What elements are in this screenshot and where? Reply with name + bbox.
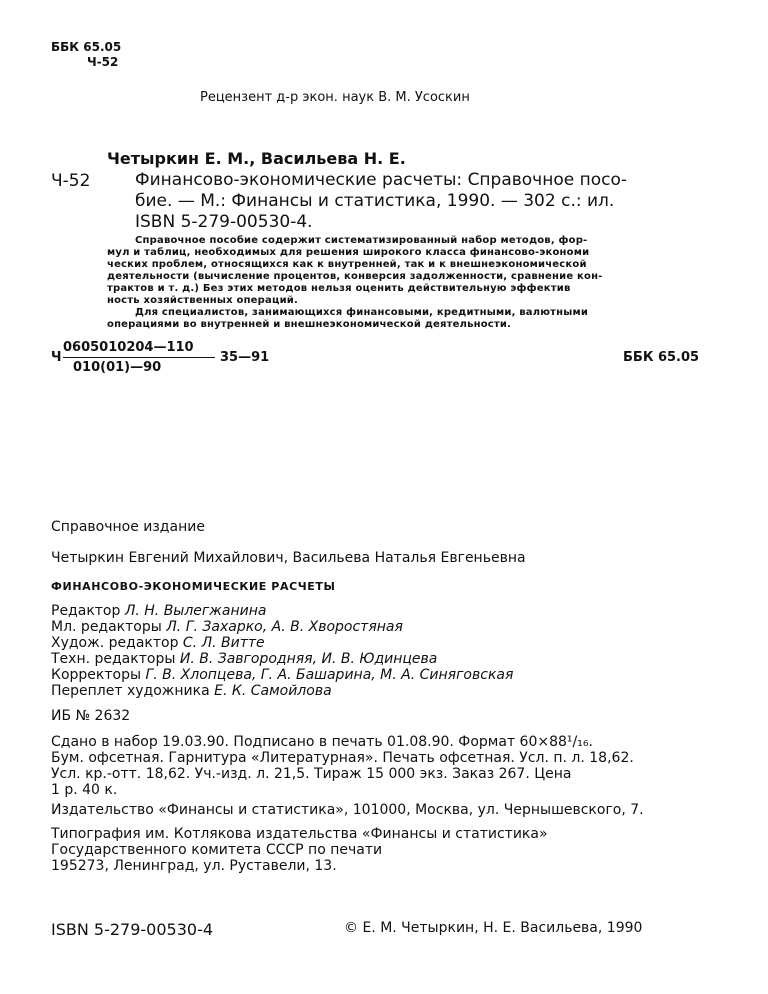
bbk-code-bottom: ББК 65.05: [623, 350, 700, 365]
printer-line: 195273, Ленинград, ул. Руставели, 13.: [51, 858, 337, 874]
credit-role: Техн. редакторы: [51, 651, 176, 667]
print-details: [51, 734, 634, 798]
credit-names: Е. К. Самойлова: [214, 683, 332, 699]
title-line-3: ISBN 5-279-00530-4.: [135, 212, 313, 232]
credit-role: Корректоры: [51, 667, 142, 683]
abstract-line: деятельности (вычисление процентов, конверсия задолженности, сравнение кон-: [107, 271, 603, 282]
credit-names: Г. В. Хлопцева, Г. А. Башарина, М. А. Синяговская: [145, 667, 514, 683]
credits: [51, 603, 513, 699]
fraction-denominator: 010(01)—90: [73, 360, 162, 375]
abstract: [107, 235, 603, 331]
printer-line: Типография им. Котлякова издательства «Финансы и статистика»: [51, 826, 548, 842]
audience-line: Для специалистов, занимающихся финансовыми, кредитными, валютными: [135, 307, 589, 318]
abstract-line: ность хозяйственных операций.: [107, 295, 298, 306]
credit-names: Л. Г. Захарко, А. В. Хворостяная: [166, 619, 403, 635]
shelf-mark: Ч-52: [51, 171, 91, 191]
credit-role: Редактор: [51, 603, 121, 619]
abstract-line: мул и таблиц, необходимых для решения широкого класса финансово-экономи: [107, 247, 590, 258]
isbn-bottom: ISBN 5-279-00530-4: [51, 920, 214, 939]
credit-row: [51, 667, 513, 683]
reviewer-line: Рецензент д-р экон. наук В. М. Усоскин: [200, 90, 470, 105]
audience-line: операциями во внутренней и внешнеэкономической деятельности.: [107, 319, 512, 330]
bbk-code-top: ББК 65.05: [51, 40, 122, 54]
print-line: Бум. офсетная. Гарнитура «Литературная». Печать офсетная. Усл. п. л. 18,62.: [51, 750, 634, 766]
print-line: Сдано в набор 19.03.90. Подписано в печать 01.08.90. Формат 60×88¹/₁₆.: [51, 734, 593, 750]
copyright-line: © Е. М. Четыркин, Н. Е. Васильева, 1990: [344, 920, 643, 936]
authors-full: Четыркин Евгений Михайлович, Васильева Наталья Евгеньевна: [51, 550, 526, 566]
credit-row: [51, 635, 513, 651]
printer-line: Государственного комитета СССР по печати: [51, 842, 383, 858]
authors-heading: Четыркин Е. М., Васильева Н. Е.: [107, 149, 406, 168]
credit-row: [51, 683, 513, 699]
fraction-prefix: Ч: [51, 350, 62, 365]
fraction-numerator: 0605010204—110: [63, 340, 194, 355]
credit-role: Переплет художника: [51, 683, 210, 699]
print-line: Усл. кр.-отт. 18,62. Уч.-изд. л. 21,5. Тираж 15 000 экз. Заказ 267. Цена: [51, 766, 572, 782]
publisher-line: Издательство «Финансы и статистика», 101000, Москва, ул. Чернышевского, 7.: [51, 802, 644, 818]
fraction-suffix: 35—91: [220, 350, 270, 365]
credit-names: С. Л. Витте: [182, 635, 265, 651]
title-line-2: бие. — М.: Финансы и статистика, 1990. — 302 с.: ил.: [135, 191, 615, 211]
credit-row: [51, 651, 513, 667]
bbk-index-top: Ч-52: [87, 55, 119, 69]
print-line: 1 р. 40 к.: [51, 782, 118, 798]
credit-role: Мл. редакторы: [51, 619, 162, 635]
title-caps: ФИНАНСОВО-ЭКОНОМИЧЕСКИЕ РАСЧЕТЫ: [51, 580, 336, 593]
abstract-line: ческих проблем, относящихся как к внутренней, так и к внешнеэкономической: [107, 259, 587, 270]
ib-number: ИБ № 2632: [51, 708, 131, 724]
printer-block: [51, 826, 548, 874]
credit-role: Худож. редактор: [51, 635, 179, 651]
title-block: [107, 170, 627, 233]
credit-names: И. В. Завгородняя, И. В. Юдинцева: [179, 651, 438, 667]
credit-names: Л. Н. Вылегжанина: [124, 603, 267, 619]
title-line-1: Финансово-экономические расчеты: Справочное посо-: [135, 170, 627, 190]
fraction-bar: [63, 357, 215, 358]
abstract-line: трактов и т. д.) Без этих методов нельзя оценить действительную эффектив: [107, 283, 571, 294]
abstract-line: Справочное пособие содержит систематизированный набор методов, фор-: [135, 235, 588, 246]
credit-row: [51, 603, 513, 619]
edition-type: Справочное издание: [51, 519, 205, 535]
credit-row: [51, 619, 513, 635]
